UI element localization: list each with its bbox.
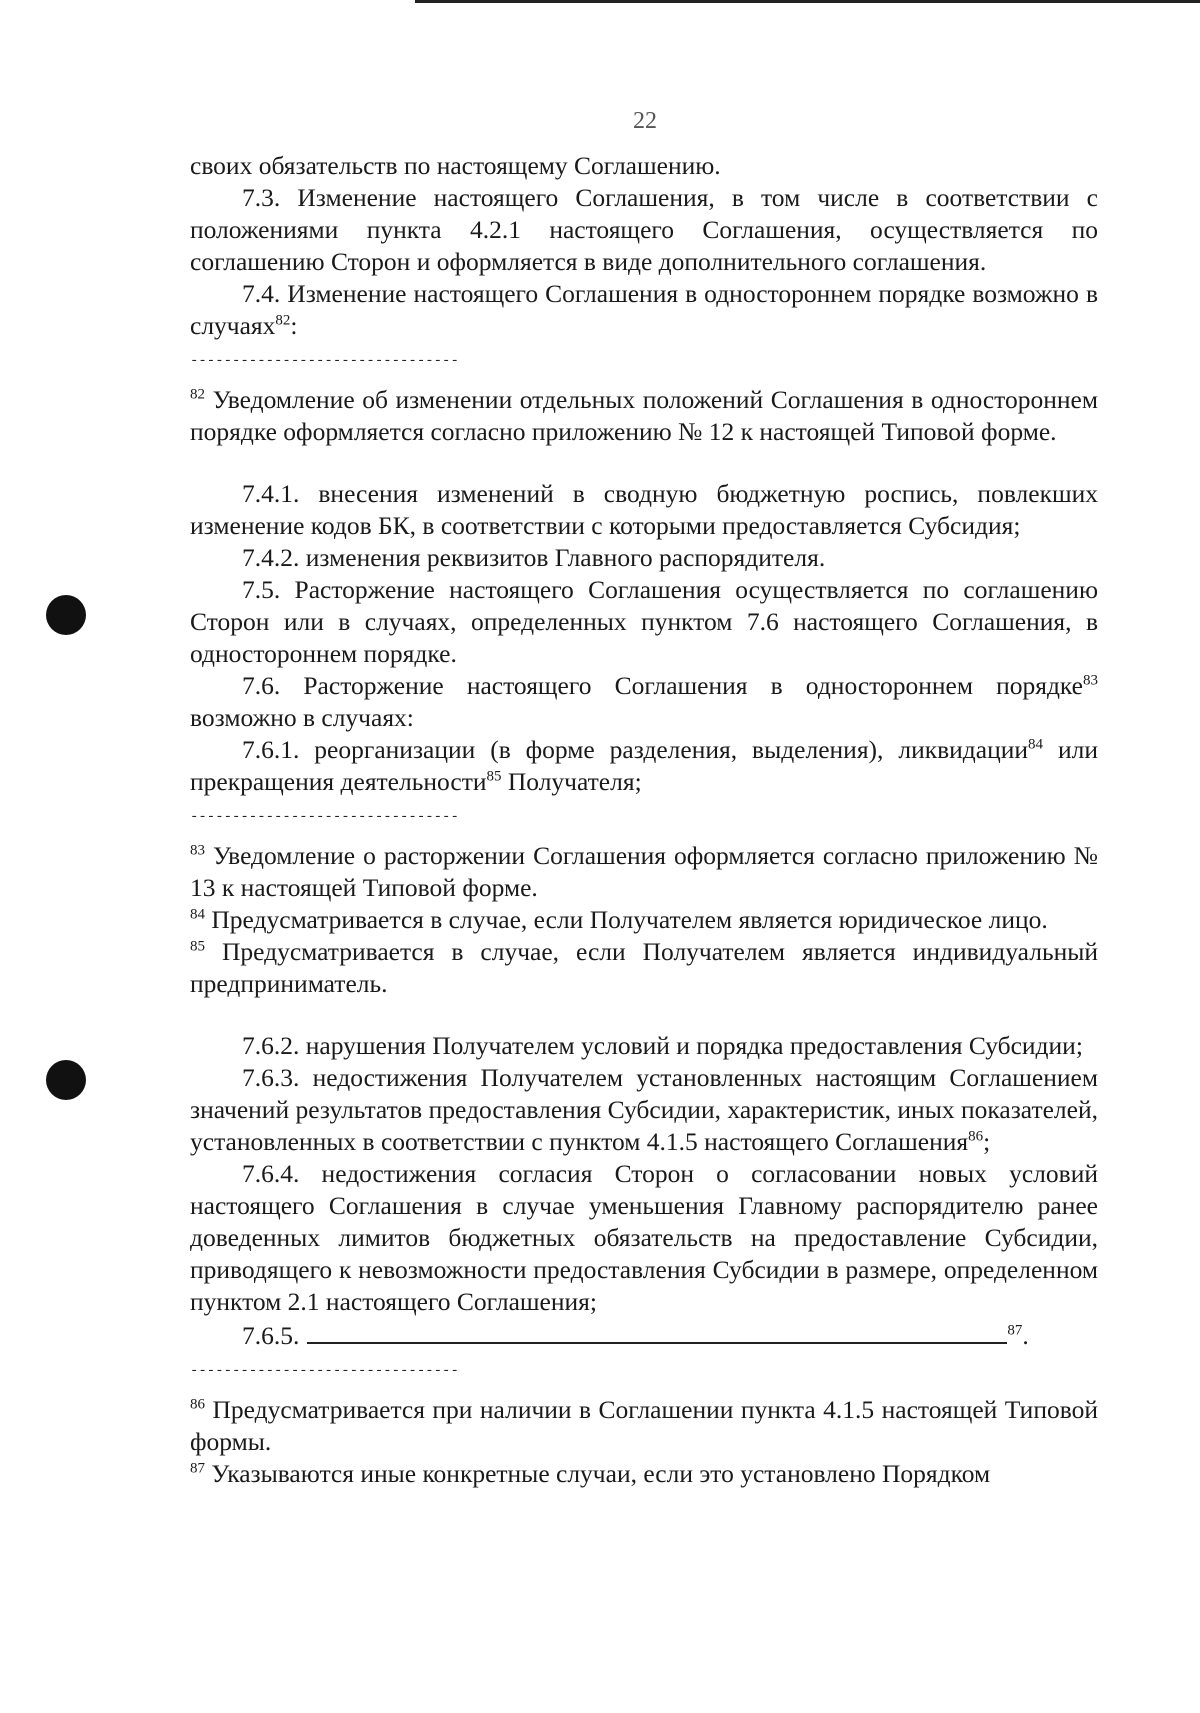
footnote: $^{84}$ Предусматривается в случае, если Получателем является юридическое лицо.	[190, 905, 1048, 934]
footnote-ref[interactable]: 83	[1083, 672, 1098, 689]
paragraph-7-6-5: 7.6.5. $^{87}$.	[190, 1318, 1098, 1352]
footnote: $^{87}$ Указываются иные конкретные случаи, если это установлено Порядком	[190, 1459, 991, 1488]
footnote-ref[interactable]: 87	[1007, 1322, 1023, 1339]
paragraph-7-6-2: 7.6.2. нарушения Получателем условий и порядка предоставления Субсидии;	[242, 1031, 1083, 1060]
paragraph-7-4-1: 7.4.1. внесения изменений в сводную бюджетную роспись, повлекших изменение кодов БК, в соответствии с которыми предоставляется Субсидия;	[190, 479, 1098, 540]
punch-hole	[46, 595, 86, 635]
footnote: $^{83}$ Уведомление о расторжении Соглашения оформляется согласно приложению № 13 к настоящей Типовой форме.	[190, 841, 1098, 902]
footnote: $^{82}$ Уведомление об изменении отдельных положений Соглашения в одностороннем порядке оформляется согласно приложению № 12 к настоящей Типовой форме.	[190, 385, 1098, 446]
footnote: $^{85}$ Предусматривается в случае, если Получателем является индивидуальный предприниматель.	[190, 937, 1098, 998]
punch-hole	[46, 1060, 86, 1100]
paragraph-7-6-3: 7.6.3. недостижения Получателем установленных настоящим Соглашением значений результатов предоставления Субсидии, характеристик, иных показателей, установленных в соответствии с пунктом 4.1.5 настоящего Соглашения$^{86}$;	[190, 1063, 1098, 1156]
paragraph: своих обязательств по настоящему Соглашению.	[190, 151, 721, 180]
footnote-ref[interactable]: 86	[968, 1128, 984, 1145]
paragraph-7-3: 7.3. Изменение настоящего Соглашения, в том числе в соответствии с положениями пункта 4.2.1 настоящего Соглашения, осуществляется по соглашению Сторон и оформляется в виде дополнительного соглашения.	[190, 183, 1098, 276]
footnote: $^{86}$ Предусматривается при наличии в Соглашении пункта 4.1.5 настоящей Типовой формы.	[190, 1395, 1098, 1456]
footnote-ref[interactable]: 84	[1028, 736, 1044, 753]
footnote-separator: --------------------------------	[190, 1363, 459, 1379]
footnote-separator: --------------------------------	[190, 809, 459, 825]
document-body	[190, 150, 1098, 1490]
paragraph-7-5: 7.5. Расторжение настоящего Соглашения осуществляется по соглашению Сторон или в случаях, определенных пунктом 7.6 настоящего Соглашения, в одностороннем порядке.	[190, 575, 1098, 668]
footnote-separator: --------------------------------	[190, 353, 459, 369]
paragraph-7-4: 7.4. Изменение настоящего Соглашения в одностороннем порядке возможно в случаях$^{82}$:	[190, 279, 1098, 340]
paragraph-7-6: 7.6. Расторжение настоящего Соглашения в одностороннем порядке$^{83}$ возможно в случаях:	[190, 671, 1098, 732]
fill-in-blank[interactable]	[307, 1318, 1007, 1344]
scan-edge-line	[415, 0, 1200, 3]
footnote-ref[interactable]: 85	[486, 768, 502, 785]
paragraph-7-4-2: 7.4.2. изменения реквизитов Главного распорядителя.	[242, 543, 826, 572]
paragraph-7-6-4: 7.6.4. недостижения согласия Сторон о согласовании новых условий настоящего Соглашения в случае уменьшения Главному распорядителю ранее доведенных лимитов бюджетных обязательств на предоставление Субсидии, приводящего к невозможности предоставления Субсидии в размере, определенном пунктом 2.1 настоящего Соглашения;	[190, 1159, 1098, 1316]
footnote-ref[interactable]: 82	[275, 312, 291, 329]
paragraph-7-6-1: 7.6.1. реорганизации (в форме разделения, выделения), ликвидации$^{84}$ или прекращения деятельности$^{85}$ Получателя;	[190, 735, 1098, 796]
page-number: 22	[633, 108, 657, 134]
